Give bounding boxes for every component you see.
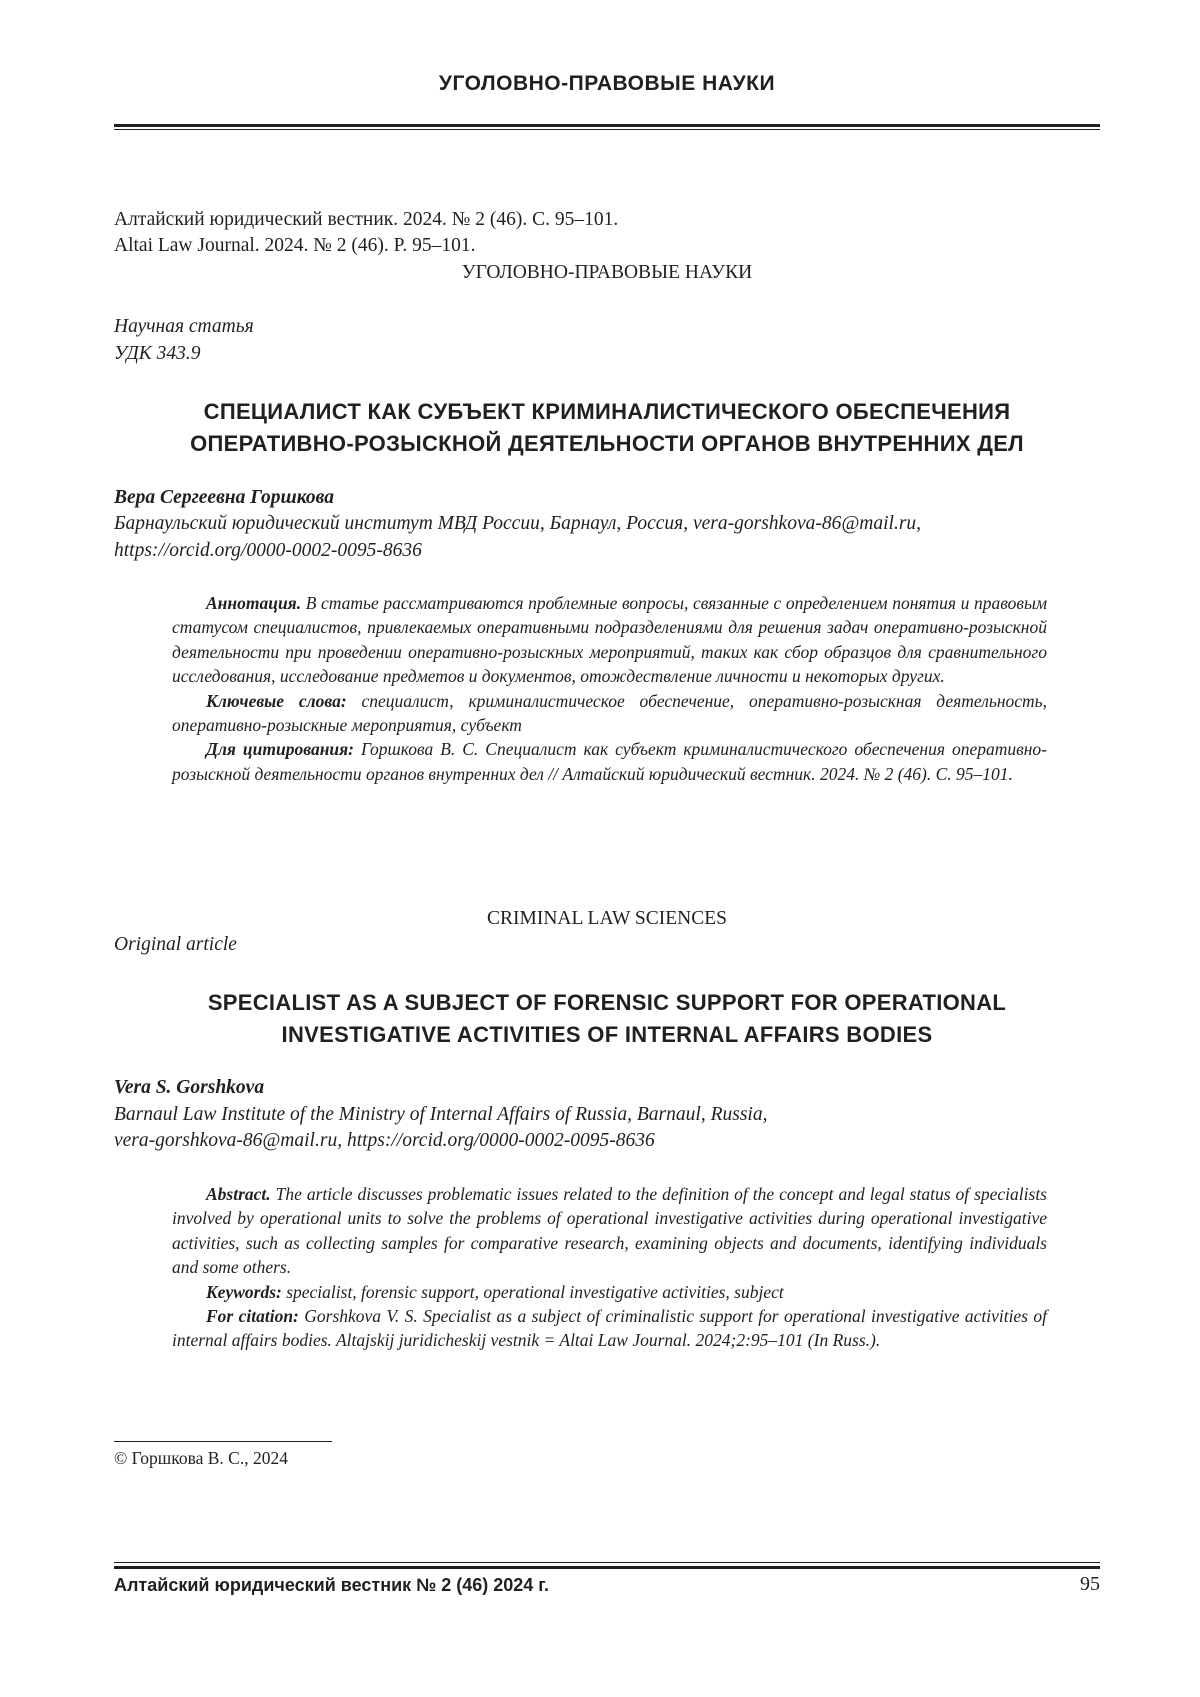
citation-text: Горшкова В. С. Специалист как субъект криминалистического обеспечения оперативно-розыскной деятельности органов внутренних дел // Алтайский юридический вестник. 2024. № 2 (46). С. 95–101. xyxy=(172,739,1047,783)
abstract-block-en xyxy=(172,1182,1047,1353)
journal-page xyxy=(0,0,1200,1697)
page-number: 95 xyxy=(1080,1573,1100,1596)
abstract-text: The article discusses problematic issues related to the definition of the concept and legal status of specialists involved by operational units to solve the problems of operational investigative activities during operational investigative activities, such as collecting samples for comparative research, examining objects and documents, identifying individuals and some others. xyxy=(172,1184,1047,1277)
abstract-paragraph xyxy=(172,1182,1047,1280)
title-line: ОПЕРАТИВНО-РОЗЫСКНОЙ ДЕЯТЕЛЬНОСТИ ОРГАНОВ ВНУТРЕННИХ ДЕЛ xyxy=(114,428,1100,460)
header-rule-thin xyxy=(114,129,1100,130)
footer-rule-thick xyxy=(114,1566,1100,1569)
keywords-paragraph xyxy=(172,1280,1047,1304)
title-line: SPECIALIST AS A SUBJECT OF FORENSIC SUPPORT FOR OPERATIONAL xyxy=(114,987,1100,1019)
header-rule-thick xyxy=(114,124,1100,127)
journal-reference-en: Altai Law Journal. 2024. № 2 (46). P. 95–101. xyxy=(114,235,475,257)
udc-code: УДК 343.9 xyxy=(114,343,200,365)
abstract-paragraph xyxy=(172,591,1047,689)
abstract-label: Abstract. xyxy=(206,1184,271,1204)
title-line: СПЕЦИАЛИСТ КАК СУБЪЕКТ КРИМИНАЛИСТИЧЕСКОГО ОБЕСПЕЧЕНИЯ xyxy=(114,396,1100,428)
affiliation-line: vera-gorshkova-86@mail.ru, https://orcid.org/0000-0002-0095-8636 xyxy=(114,1130,655,1152)
footer-rule-thin xyxy=(114,1562,1100,1563)
citation-paragraph xyxy=(172,737,1047,786)
affiliation-line: https://orcid.org/0000-0002-0095-8636 xyxy=(114,540,422,562)
abstract-text: В статье рассматриваются проблемные вопросы, связанные с определением понятия и правовым статусом специалистов, привлекаемых оперативными подразделениями для решения задач оперативно-розыскной деятельности при проведении оперативно-розыскных мероприятий, таких как сбор образцов для сравнительного исследования, исследование предметов и документов, отождествление личности и некоторых других. xyxy=(172,593,1047,686)
journal-reference-ru: Алтайский юридический вестник. 2024. № 2 (46). С. 95–101. xyxy=(114,209,618,231)
article-type-ru: Научная статья xyxy=(114,316,254,338)
author-name-en: Vera S. Gorshkova xyxy=(114,1077,264,1099)
article-type-en: Original article xyxy=(114,934,237,956)
keywords-paragraph xyxy=(172,689,1047,738)
keywords-text: специалист, криминалистическое обеспечение, оперативно-розыскная деятельность, оперативно-розыскные мероприятия, субъект xyxy=(172,691,1047,735)
running-section-header: УГОЛОВНО-ПРАВОВЫЕ НАУКИ xyxy=(114,72,1100,96)
keywords-label: Ключевые слова: xyxy=(206,691,347,711)
citation-label: For citation: xyxy=(206,1306,299,1326)
section-name-ru: УГОЛОВНО-ПРАВОВЫЕ НАУКИ xyxy=(114,262,1100,284)
abstract-block-ru xyxy=(172,591,1047,786)
citation-label: Для цитирования: xyxy=(206,739,354,759)
keywords-text: specialist, forensic support, operational investigative activities, subject xyxy=(282,1282,784,1302)
section-name-en: CRIMINAL LAW SCIENCES xyxy=(114,908,1100,930)
article-title-en xyxy=(114,987,1100,1051)
footnote-divider xyxy=(114,1441,332,1442)
keywords-label: Keywords: xyxy=(206,1282,282,1302)
abstract-label: Аннотация. xyxy=(206,593,301,613)
affiliation-line: Барнаульский юридический институт МВД России, Барнаул, Россия, vera-gorshkova-86@mail.ru, xyxy=(114,513,921,535)
author-name-ru: Вера Сергеевна Горшкова xyxy=(114,487,334,509)
citation-paragraph xyxy=(172,1304,1047,1353)
footer-journal-name: Алтайский юридический вестник № 2 (46) 2024 г. xyxy=(114,1575,549,1596)
affiliation-line: Barnaul Law Institute of the Ministry of Internal Affairs of Russia, Barnaul, Russia, xyxy=(114,1104,767,1126)
copyright-footnote: © Горшкова В. С., 2024 xyxy=(114,1448,288,1469)
title-line: INVESTIGATIVE ACTIVITIES OF INTERNAL AFFAIRS BODIES xyxy=(114,1019,1100,1051)
article-title-ru xyxy=(114,396,1100,460)
citation-text: Gorshkova V. S. Specialist as a subject of criminalistic support for operational investigative activities of internal affairs bodies. Altajskij juridicheskij vestnik = Altai Law Journal. 2024;2:95–101 (In Russ.). xyxy=(172,1306,1047,1350)
